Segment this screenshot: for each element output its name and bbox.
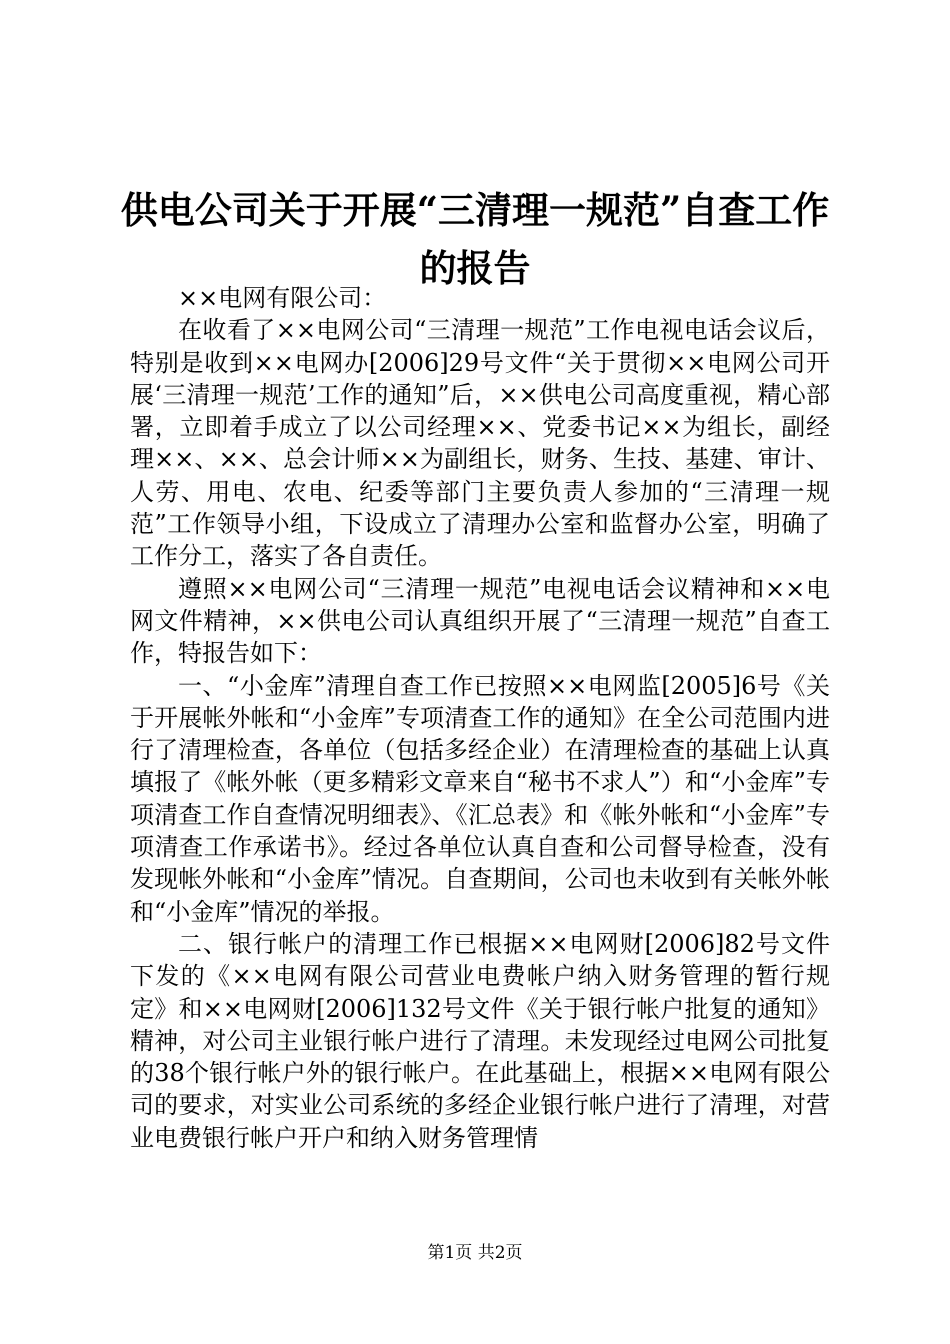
salutation: ××电网有限公司：	[178, 284, 387, 312]
paragraph: 在收看了××电网公司“三清理一规范”工作电视电话会议后，特别是收到××电网办[2006]29号文件“关于贯彻××电网公司开展‘三清理一规范’工作的通知”后，××供电公司高度重视，精心部署，立即着手成立了以公司经理××、党委书记××为组长，副经理××、××、总会计师××为副组长，财务、生技、基建、审计、人劳、用电、农电、纪委等部门主要负责人参加的“三清理一规范”工作领导小组，下设成立了清理办公室和监督办公室，明确了工作分工，落实了各自责任。	[130, 316, 830, 571]
page-number-footer: 第1页 共2页	[427, 1243, 523, 1263]
paragraph: 遵照××电网公司“三清理一规范”电视电话会议精神和××电网文件精神，××供电公司认真组织开展了“三清理一规范”自查工作，特报告如下：	[130, 574, 830, 668]
paragraph: 一、“小金库”清理自查工作已按照××电网监[2005]6号《关于开展帐外帐和“小金库”专项清查工作的通知》在全公司范围内进行了清理检查，各单位（包括多经企业）在清理检查的基础上认真填报了《帐外帐（更多精彩文章来自“秘书不求人”）和“小金库”专项清查工作自查情况明细表》、《汇总表》和《帐外帐和“小金库”专项清查工作承诺书》。经过各单位认真自查和公司督导检查，没有发现帐外帐和“小金库”情况。自查期间，公司也未收到有关帐外帐和“小金库”情况的举报。	[130, 671, 830, 926]
document-title-line-2: 的报告	[419, 246, 531, 290]
document-body	[130, 282, 830, 1154]
document-title-line-1: 供电公司关于开展“三清理一规范”自查工作	[120, 188, 830, 232]
paragraph: 二、银行帐户的清理工作已根据××电网财[2006]82号文件下发的《××电网有限公司营业电费帐户纳入财务管理的暂行规定》和××电网财[2006]132号文件《关于银行帐户批复的通知》精神，对公司主业银行帐户进行了清理。未发现经过电网公司批复的38个银行帐户外的银行帐户。在此基础上，根据××电网有限公司的要求，对实业公司系统的多经企业银行帐户进行了清理，对营业电费银行帐户开户和纳入财务管理情	[130, 929, 830, 1152]
